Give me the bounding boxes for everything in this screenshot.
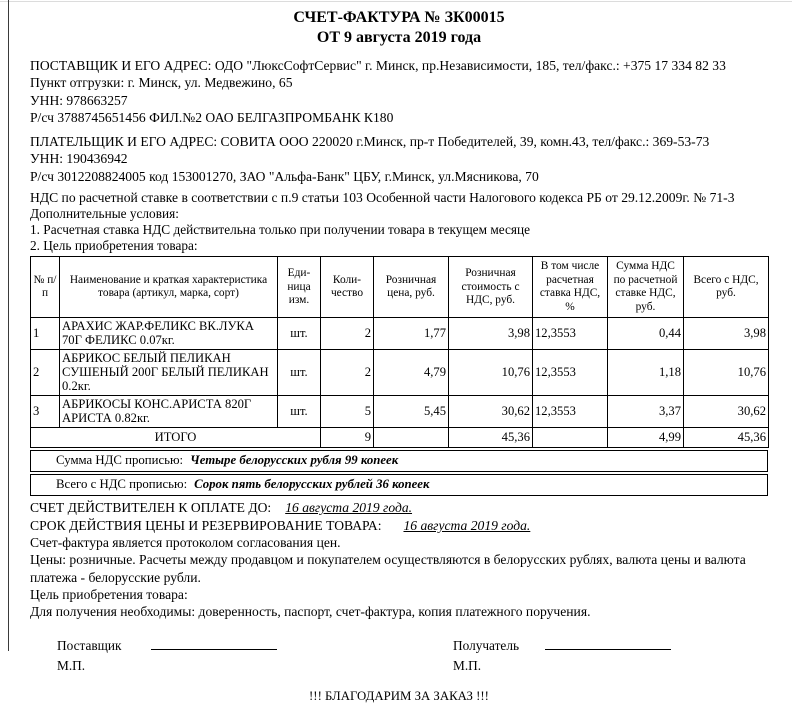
supplier-block (30, 57, 768, 126)
row-num: 3 (31, 396, 60, 428)
purpose-note: Цель приобретения товара: (30, 586, 188, 602)
supplier-signature-group (57, 636, 277, 676)
conditions-header: Дополнительные условия: (30, 206, 179, 222)
prices-note: Цены: розничные. Расчеты между продавцом и покупателем осуществляются в белорусских рублях, валюта цены и валюта платежа - белорусские рубли. (30, 552, 746, 585)
receiver-signature-line (545, 637, 671, 650)
supplier-unn-line: УНН: 978663257 (30, 92, 128, 108)
price-validity-label: СРОК ДЕЙСТВИЯ ЦЕНЫ И РЕЗЕРВИРОВАНИЕ ТОВАРА: (30, 517, 382, 533)
table-row (31, 318, 769, 350)
row-name: АБРИКОС БЕЛЫЙ ПЕЛИКАН СУШЕНЫЙ 200Г БЕЛЫЙ ПЕЛИКАН 0.2кг. (60, 350, 278, 396)
row-price: 5,45 (374, 396, 449, 428)
total-cost: 45,36 (449, 428, 533, 448)
row-vat: 3,37 (608, 396, 684, 428)
row-unit: шт. (278, 318, 321, 350)
total-label: ИТОГО (31, 428, 321, 448)
row-unit: шт. (278, 396, 321, 428)
row-price: 4,79 (374, 350, 449, 396)
supplier-signature-label: Поставщик (57, 638, 122, 654)
payer-block (30, 133, 768, 185)
supplier-address-line: ПОСТАВЩИК И ЕГО АДРЕС: ОДО "ЛюксСофтСервис" г. Минск, пр.Независимости, 185, тел/факс.: +375 17 334 82 33 (30, 58, 726, 73)
row-qty: 5 (321, 396, 374, 428)
total-in-words-value: Сорок пять белорусских рублей 36 копеек (194, 477, 430, 492)
payer-unn-line: УНН: 190436942 (30, 151, 128, 167)
vat-note-line: НДС по расчетной ставке в соответствии с п.9 статьи 103 Особенной части Налогового кодекса РБ от 29.12.2009г. № 71-3 (30, 190, 735, 206)
conditions-block (30, 189, 768, 254)
docs-needed-note: Для получения необходимы: доверенность, паспорт, счет-фактура, копия платежного поручения. (30, 604, 591, 620)
row-vat: 1,18 (608, 350, 684, 396)
table-row (31, 350, 769, 396)
receiver-signature-group (453, 636, 671, 676)
vat-in-words-label: Сумма НДС прописью: (56, 453, 184, 468)
payment-due-line (30, 499, 768, 516)
row-price: 1,77 (374, 318, 449, 350)
header-cell-total: Всего с НДС, руб. (684, 257, 769, 318)
document-header (30, 8, 768, 48)
row-total: 10,76 (684, 350, 769, 396)
total-in-words-row (30, 474, 768, 496)
stamp-right: М.П. (453, 658, 482, 674)
signatures-block (30, 636, 768, 678)
payment-due-date: 16 августа 2019 года. (285, 500, 413, 516)
row-vat: 0,44 (608, 318, 684, 350)
table-row (31, 396, 769, 428)
vat-in-words-value: Четыре белорусских рубля 99 копеек (190, 453, 399, 468)
row-qty: 2 (321, 318, 374, 350)
row-total: 3,98 (684, 318, 769, 350)
row-rate: 12,3553 (533, 318, 608, 350)
row-cost: 3,98 (449, 318, 533, 350)
supplier-shipping-point-line: Пункт отгрузки: г. Минск, ул. Медвежино, 65 (30, 75, 293, 91)
row-total: 30,62 (684, 396, 769, 428)
totals-row (31, 428, 769, 448)
row-rate: 12,3553 (533, 350, 608, 396)
page-left-edge (8, 0, 9, 651)
page-top-edge (0, 1, 792, 2)
invoice-date-title: ОТ 9 августа 2019 года (316, 29, 482, 46)
header-cell-vat: Сумма НДС по расчетной ставке НДС, руб. (608, 257, 684, 318)
row-cost: 10,76 (449, 350, 533, 396)
header-cell-price: Розничная цена, руб. (374, 257, 449, 318)
items-table (30, 256, 769, 448)
header-cell-cost: Розничная стоимость с НДС, руб. (449, 257, 533, 318)
stamp-left: М.П. (57, 658, 86, 674)
row-rate: 12,3553 (533, 396, 608, 428)
table-header-row (31, 257, 769, 318)
supplier-account-line: Р/сч 3788745651456 ФИЛ.№2 ОАО БЕЛГАЗПРОМБАНК К180 (30, 109, 394, 125)
terms-block (30, 499, 768, 620)
total-in-words-label: Всего с НДС прописью: (56, 477, 188, 492)
header-cell-unit: Еди-ница изм. (278, 257, 321, 318)
condition-item-1: 1. Расчетная ставка НДС действительна только при получении товара в текущем месяце (30, 222, 531, 238)
payer-account-line: Р/сч 3012208824005 код 153001270, ЗАО "Альфа-Банк" ЦБУ, г.Минск, ул.Мясникова, 70 (30, 168, 539, 184)
vat-in-words-row (30, 450, 768, 472)
row-name: АРАХИС ЖАР.ФЕЛИКС ВК.ЛУКА 70Г ФЕЛИКС 0.07кг. (60, 318, 278, 350)
header-cell-num: № п/п (31, 257, 60, 318)
header-cell-name: Наименование и краткая характеристика товара (артикул, марка, сорт) (60, 257, 278, 318)
total-rate (533, 428, 608, 448)
supplier-signature-line (151, 637, 277, 650)
payer-address-line: ПЛАТЕЛЬЩИК И ЕГО АДРЕС: СОВИТА ООО 220020 г.Минск, пр-т Победителей, 39, комн.43, тел/факс.: 369-53-73 (30, 134, 710, 150)
total-price (374, 428, 449, 448)
row-qty: 2 (321, 350, 374, 396)
page-title: СЧЕТ-ФАКТУРА № ЗК00015 (293, 9, 505, 26)
thanks-note: !!! БЛАГОДАРИМ ЗА ЗАКАЗ !!! (309, 689, 489, 704)
invoice-document (30, 8, 768, 704)
protocol-note: Счет-фактура является протоколом согласования цен. (30, 534, 341, 550)
price-validity-date: 16 августа 2019 года. (403, 517, 531, 533)
total-qty: 9 (321, 428, 374, 448)
header-cell-qty: Коли-чество (321, 257, 374, 318)
header-cell-rate: В том числе расчетная ставка НДС, % (533, 257, 608, 318)
price-validity-line (30, 517, 768, 534)
payment-due-label: СЧЕТ ДЕЙСТВИТЕЛЕН К ОПЛАТЕ ДО: (30, 500, 272, 516)
condition-item-2: 2. Цель приобретения товара: (30, 238, 198, 254)
receiver-signature-label: Получатель (453, 638, 520, 654)
row-num: 1 (31, 318, 60, 350)
row-cost: 30,62 (449, 396, 533, 428)
row-unit: шт. (278, 350, 321, 396)
total-vat: 4,99 (608, 428, 684, 448)
row-num: 2 (31, 350, 60, 396)
row-name: АБРИКОСЫ КОНС.АРИСТА 820Г АРИСТА 0.82кг. (60, 396, 278, 428)
total-sum: 45,36 (684, 428, 769, 448)
